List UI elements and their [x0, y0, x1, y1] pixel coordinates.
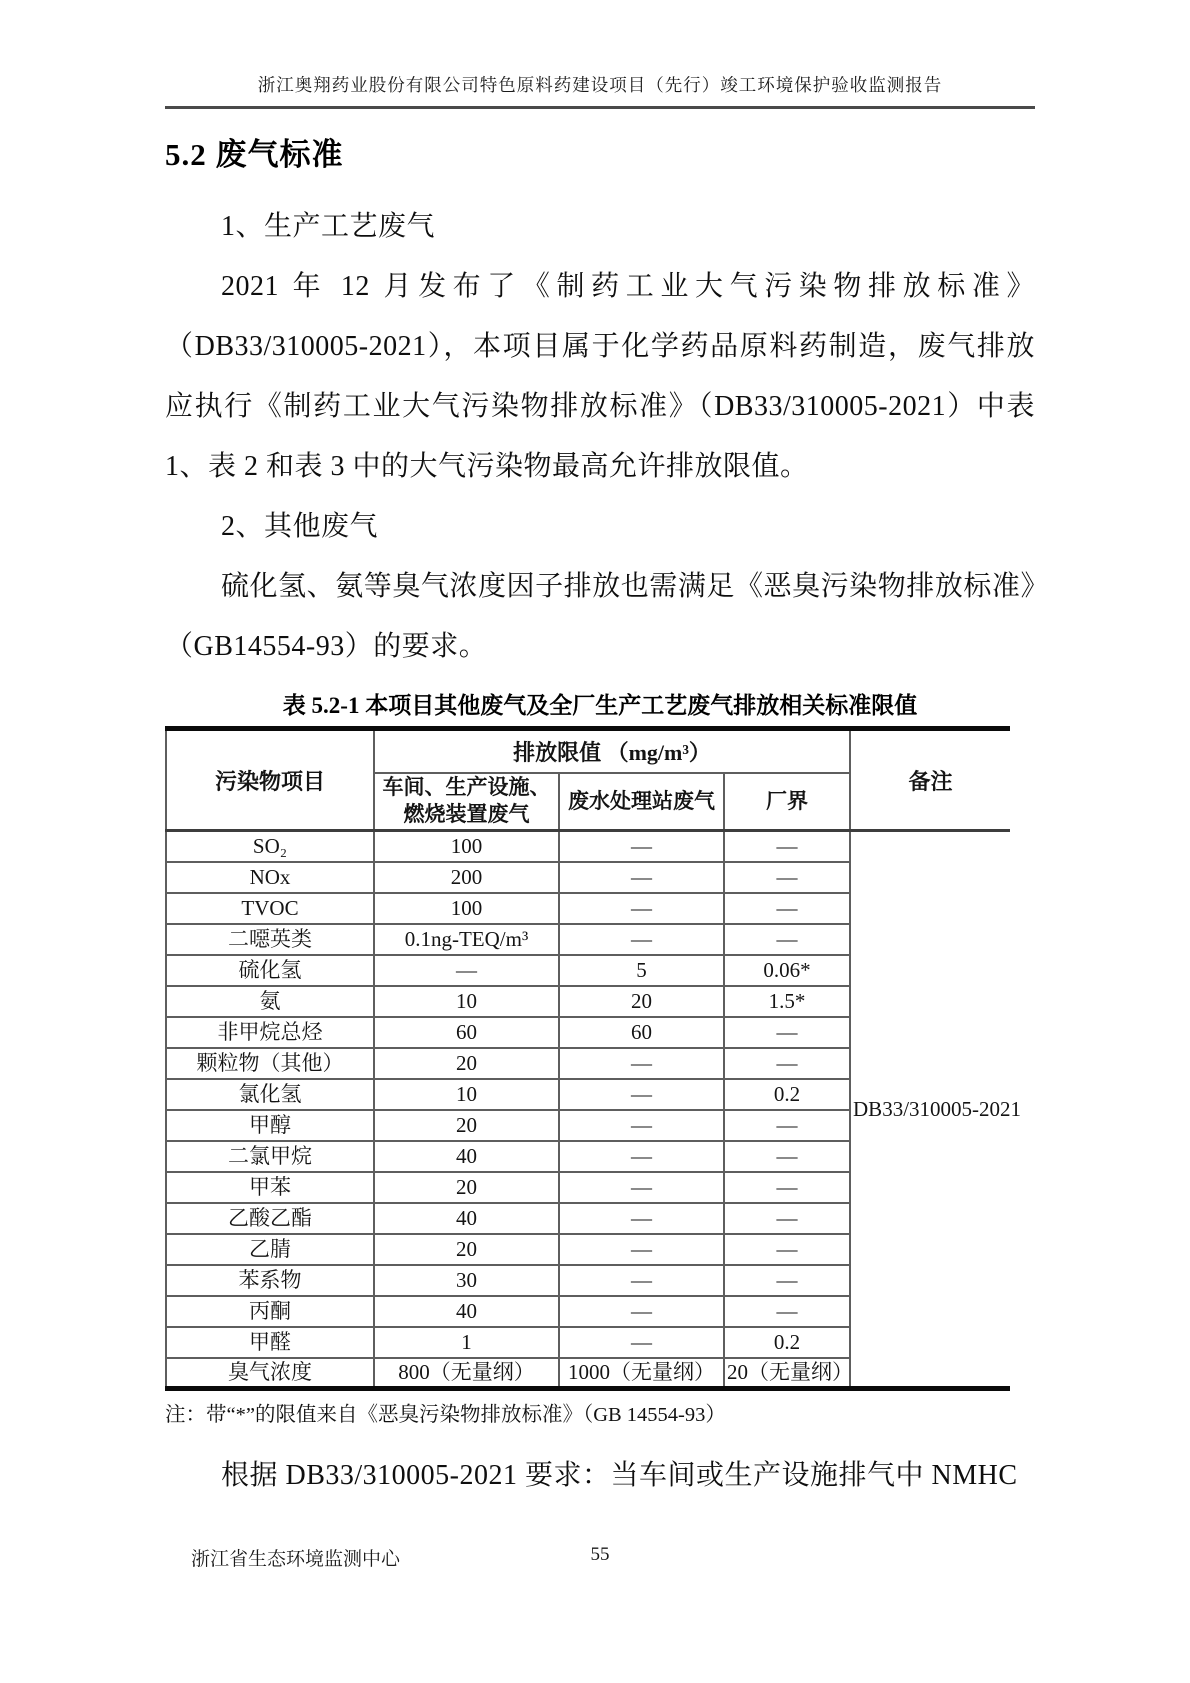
limit-workshop-cell: 40 — [374, 1141, 559, 1172]
limit-workshop-cell: 20 — [374, 1048, 559, 1079]
pollutant-cell: 甲苯 — [166, 1172, 374, 1203]
limit-boundary-cell: — — [724, 1265, 850, 1296]
section-title: 5.2 废气标准 — [165, 137, 344, 172]
limit-boundary-cell: — — [724, 1203, 850, 1234]
limit-workshop-cell: 10 — [374, 1079, 559, 1110]
limit-workshop-cell: 20 — [374, 1110, 559, 1141]
limit-boundary-cell: — — [724, 1110, 850, 1141]
paragraph-production-waste-gas: 1、生产工艺废气 — [221, 211, 436, 242]
table-header — [166, 729, 1010, 831]
limit-workshop-cell: 0.1ng-TEQ/m³ — [374, 924, 559, 955]
limit-workshop-cell: 20 — [374, 1172, 559, 1203]
limit-boundary-cell: 20（无量纲） — [724, 1358, 850, 1389]
pollutant-cell: TVOC — [166, 893, 374, 924]
pollutant-cell: 二氯甲烷 — [166, 1141, 374, 1172]
pollutant-cell: 苯系物 — [166, 1265, 374, 1296]
paragraph-other-waste-gas: 2、其他废气 — [221, 511, 379, 542]
limit-boundary-cell: — — [724, 1296, 850, 1327]
limit-workshop-cell: 40 — [374, 1296, 559, 1327]
limit-wastewater-cell: — — [559, 862, 724, 893]
paragraph-nmhc-requirement: 根据 DB33/310005-2021 要求：当车间或生产设施排气中 NMHC — [221, 1460, 1018, 1491]
limit-boundary-cell: — — [724, 1017, 850, 1048]
limit-boundary-cell: 0.2 — [724, 1327, 850, 1358]
limit-workshop-cell: 1 — [374, 1327, 559, 1358]
remark-cell: DB33/310005-2021 — [850, 831, 1010, 1389]
pollutant-cell: 甲醛 — [166, 1327, 374, 1358]
pollutant-cell: 甲醇 — [166, 1110, 374, 1141]
limit-wastewater-cell: — — [559, 1172, 724, 1203]
limit-boundary-cell: — — [724, 893, 850, 924]
limit-wastewater-cell: — — [559, 1048, 724, 1079]
limit-workshop-cell: 30 — [374, 1265, 559, 1296]
limit-wastewater-cell: — — [559, 1203, 724, 1234]
limit-wastewater-cell: — — [559, 1296, 724, 1327]
limit-wastewater-cell: — — [559, 1141, 724, 1172]
limit-workshop-cell: 60 — [374, 1017, 559, 1048]
header-divider — [165, 106, 1035, 109]
pollutant-cell: 乙酸乙酯 — [166, 1203, 374, 1234]
col-header-wastewater: 废水处理站废气 — [559, 773, 724, 831]
limit-workshop-cell: 100 — [374, 893, 559, 924]
limit-wastewater-cell: 5 — [559, 955, 724, 986]
pollutant-cell: 硫化氢 — [166, 955, 374, 986]
limit-wastewater-cell: — — [559, 1234, 724, 1265]
pollutant-cell: 二噁英类 — [166, 924, 374, 955]
col-group-header-emission-limit: 排放限值 （mg/m³） — [374, 729, 850, 773]
pollutant-cell: NOx — [166, 862, 374, 893]
limit-wastewater-cell: — — [559, 1079, 724, 1110]
limit-workshop-cell: 10 — [374, 986, 559, 1017]
limit-workshop-cell: 200 — [374, 862, 559, 893]
limit-workshop-cell: 100 — [374, 831, 559, 862]
limit-wastewater-cell: — — [559, 831, 724, 862]
limit-wastewater-cell: — — [559, 924, 724, 955]
table-body — [166, 831, 1022, 1389]
limit-boundary-cell: 1.5* — [724, 986, 850, 1017]
table-footnote: 注：带“*”的限值来自《恶臭污染物排放标准》（GB 14554-93） — [165, 1404, 726, 1426]
pollutant-cell: 颗粒物（其他） — [166, 1048, 374, 1079]
limit-wastewater-cell: — — [559, 1327, 724, 1358]
pollutant-cell: 丙酮 — [166, 1296, 374, 1327]
emission-limits-table — [165, 726, 1022, 1391]
pollutant-cell: SO₂ — [166, 831, 374, 862]
limit-wastewater-cell: 20 — [559, 986, 724, 1017]
table-header-row-1 — [166, 729, 1010, 773]
limit-boundary-cell: — — [724, 1172, 850, 1203]
limit-boundary-cell: — — [724, 1048, 850, 1079]
table-row — [166, 831, 1010, 862]
footer-organization: 浙江省生态环境监测中心 — [191, 1549, 401, 1570]
pollutant-cell: 臭气浓度 — [166, 1358, 374, 1389]
limit-boundary-cell: 0.06* — [724, 955, 850, 986]
limit-workshop-cell: 20 — [374, 1234, 559, 1265]
limit-wastewater-cell: — — [559, 1110, 724, 1141]
limit-wastewater-cell: — — [559, 1265, 724, 1296]
col-header-remark: 备注 — [850, 729, 1010, 831]
limit-boundary-cell: — — [724, 862, 850, 893]
limit-boundary-cell: — — [724, 831, 850, 862]
document-header-title: 浙江奥翔药业股份有限公司特色原料药建设项目（先行）竣工环境保护验收监测报告 — [257, 75, 943, 95]
paragraph-standard-description: 2021 年 12 月发布了《制药工业大气污染物排放标准》（DB33/310005-2021），本项目属于化学药品原料药制造，废气排放应执行《制药工业大气污染物排放标准》（DB33/310005-2021）中表1、表 2 和表 3 中的大气污染物最高允许排放限值。 — [165, 271, 1035, 482]
table-caption: 表 5.2-1 本项目其他废气及全厂生产工艺废气排放相关标准限值 — [282, 693, 918, 718]
limit-workshop-cell: — — [374, 955, 559, 986]
paragraph-odor-standard: 硫化氢、氨等臭气浓度因子排放也需满足《恶臭污染物排放标准》（GB14554-93）的要求。 — [165, 571, 1035, 662]
limit-boundary-cell: — — [724, 924, 850, 955]
pollutant-cell: 氯化氢 — [166, 1079, 374, 1110]
col-header-boundary: 厂界 — [724, 773, 850, 831]
col-header-pollutant: 污染物项目 — [166, 729, 374, 831]
limit-workshop-cell: 800（无量纲） — [374, 1358, 559, 1389]
pollutant-cell: 氨 — [166, 986, 374, 1017]
limit-workshop-cell: 40 — [374, 1203, 559, 1234]
col-header-workshop: 车间、生产设施、燃烧装置废气 — [374, 773, 559, 831]
limit-wastewater-cell: — — [559, 893, 724, 924]
page-footer — [165, 1544, 1035, 1571]
page-number: 55 — [590, 1544, 610, 1565]
limit-wastewater-cell: 1000（无量纲） — [559, 1358, 724, 1389]
pollutant-cell: 乙腈 — [166, 1234, 374, 1265]
limit-boundary-cell: 0.2 — [724, 1079, 850, 1110]
limit-boundary-cell: — — [724, 1141, 850, 1172]
limit-boundary-cell: — — [724, 1234, 850, 1265]
limit-wastewater-cell: 60 — [559, 1017, 724, 1048]
pollutant-cell: 非甲烷总烃 — [166, 1017, 374, 1048]
